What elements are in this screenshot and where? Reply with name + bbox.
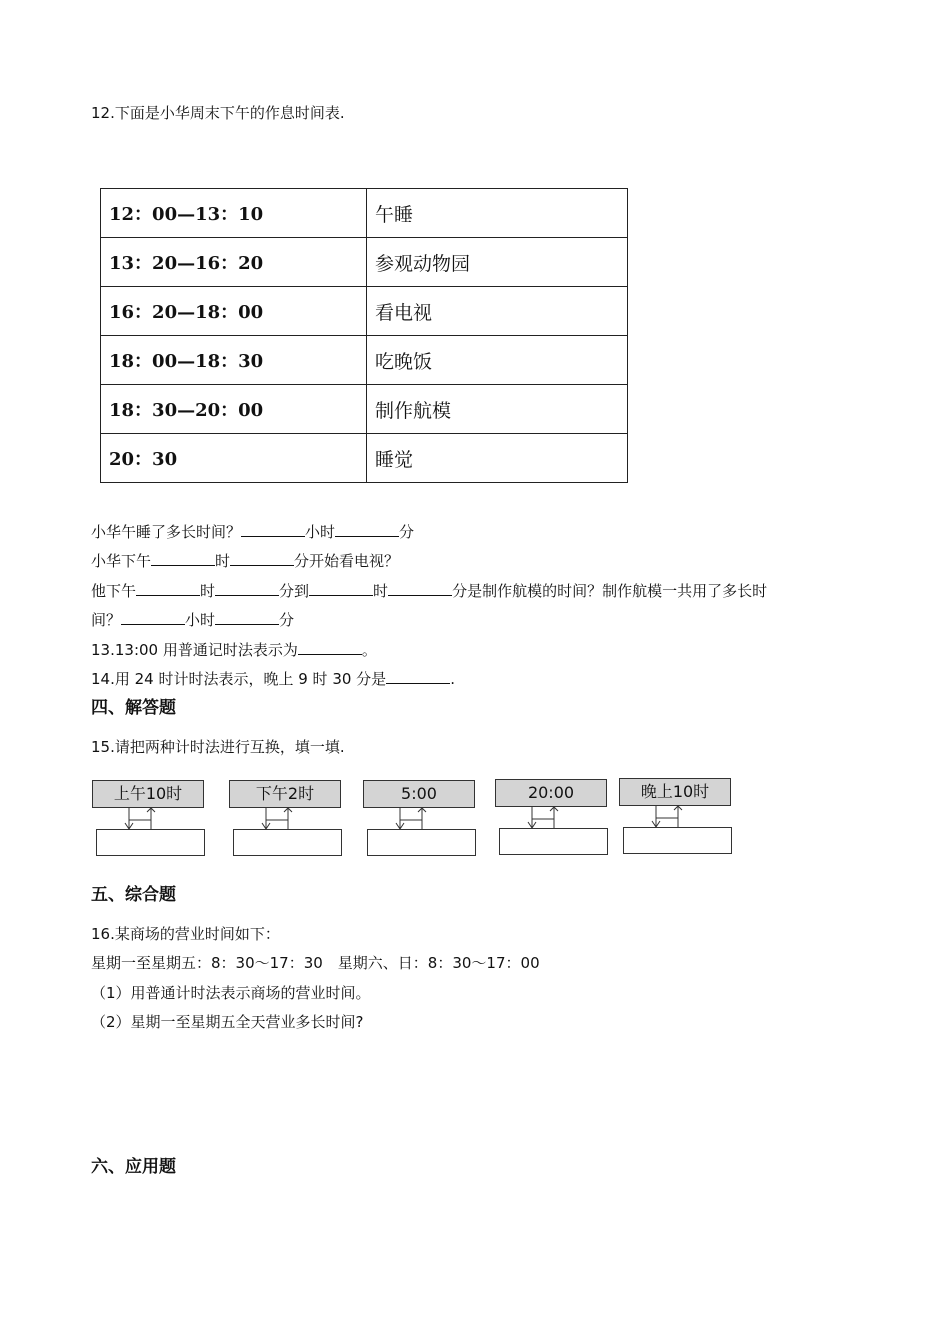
answer-blank[interactable]: [309, 580, 373, 596]
schedule-activity: 参观动物园: [367, 238, 628, 287]
section-heading-5: 五、综合题: [91, 885, 176, 905]
text: 小时: [185, 611, 216, 629]
q13: [91, 639, 377, 660]
text: 分开始看电视？: [294, 552, 400, 570]
conversion-box: [92, 780, 206, 858]
answer-blank[interactable]: [136, 580, 200, 596]
answer-blank[interactable]: [335, 521, 399, 537]
q16-hours: 星期一至星期五：8：30～17：30 星期六、日：8：30～17：00: [91, 954, 540, 972]
q16-sub2: （2）星期一至星期五全天营业多长时间?: [91, 1013, 364, 1031]
answer-blank[interactable]: [230, 550, 294, 566]
schedule-activity: 制作航模: [367, 385, 628, 434]
text: 小华下午: [91, 552, 152, 570]
text: 分: [399, 523, 415, 541]
answer-blank[interactable]: [298, 639, 362, 655]
q12-line2: [91, 550, 399, 571]
conversion-answer-box[interactable]: [233, 829, 342, 856]
q12-line4: [91, 609, 294, 630]
text: 时: [200, 582, 216, 600]
schedule-time: 18：00—18：30: [101, 336, 367, 385]
answer-blank[interactable]: [386, 668, 450, 684]
answer-blank[interactable]: [388, 580, 452, 596]
section-heading-4: 四、解答题: [91, 698, 176, 718]
table-row: [101, 336, 628, 385]
conversion-box: [495, 779, 609, 857]
schedule-activity: 睡觉: [367, 434, 628, 483]
conversion-answer-box[interactable]: [367, 829, 476, 856]
table-row: [101, 287, 628, 336]
section-heading-6: 六、应用题: [91, 1157, 176, 1177]
answer-blank[interactable]: [151, 550, 215, 566]
answer-blank[interactable]: [215, 580, 279, 596]
text: 他下午: [91, 582, 137, 600]
conversion-box: [229, 780, 343, 858]
schedule-time: 12：00—13：10: [101, 189, 367, 238]
text: 分是制作航模的时间？制作航模一共用了多长时: [452, 582, 768, 600]
conversion-source: 上午10时: [92, 780, 204, 808]
text: 小时: [305, 523, 336, 541]
answer-blank[interactable]: [241, 521, 305, 537]
q14: [91, 668, 455, 689]
schedule-time: 18：30—20：00: [101, 385, 367, 434]
conversion-box: [363, 780, 477, 858]
text: 小华午睡了多长时间？: [91, 523, 242, 541]
q16-title: 16.某商场的营业时间如下：: [91, 925, 280, 943]
text: 14.用 24 时计时法表示，晚上 9 时 30 分是: [91, 670, 387, 688]
conversion-source: 5:00: [363, 780, 475, 808]
answer-blank[interactable]: [215, 609, 279, 625]
conversion-answer-box[interactable]: [96, 829, 205, 856]
table-row: [101, 238, 628, 287]
conversion-source: 晚上10时: [619, 778, 731, 806]
schedule-table: [100, 188, 628, 483]
answer-blank[interactable]: [121, 609, 185, 625]
schedule-time: 20：30: [101, 434, 367, 483]
q12-line1: [91, 521, 414, 542]
text: .: [450, 670, 455, 688]
schedule-time: 16：20—18：00: [101, 287, 367, 336]
text: 分: [279, 611, 295, 629]
q15-title: 15.请把两种计时法进行互换，填一填.: [91, 738, 345, 756]
table-row: [101, 189, 628, 238]
schedule-activity: 吃晚饭: [367, 336, 628, 385]
schedule-time: 13：20—16：20: [101, 238, 367, 287]
schedule-activity: 看电视: [367, 287, 628, 336]
text: 间？: [91, 611, 122, 629]
q12-title: 12.下面是小华周末下午的作息时间表.: [91, 104, 345, 122]
table-row: [101, 385, 628, 434]
q12-line3: [91, 580, 767, 601]
conversion-answer-box[interactable]: [623, 827, 732, 854]
text: 时: [215, 552, 231, 570]
q16-sub1: （1）用普通计时法表示商场的营业时间。: [91, 984, 371, 1002]
text: 时: [373, 582, 389, 600]
text: 。: [361, 641, 377, 659]
text: 13.13:00 用普通记时法表示为: [91, 641, 298, 659]
conversion-answer-box[interactable]: [499, 828, 608, 855]
schedule-activity: 午睡: [367, 189, 628, 238]
conversion-source: 20:00: [495, 779, 607, 807]
conversion-source: 下午2时: [229, 780, 341, 808]
table-row: [101, 434, 628, 483]
text: 分到: [279, 582, 310, 600]
conversion-box: [619, 778, 733, 856]
